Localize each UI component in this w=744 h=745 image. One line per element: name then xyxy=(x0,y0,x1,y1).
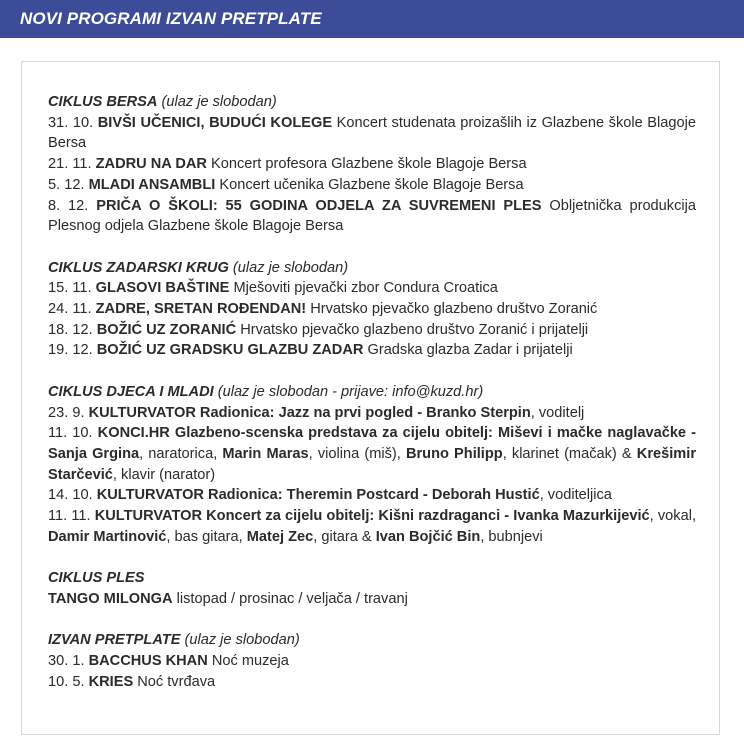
header-bar xyxy=(0,0,744,38)
event-description: Mješoviti pjevački zbor Condura Croatica xyxy=(229,280,498,297)
section-title xyxy=(48,258,696,279)
event-date: 15. 11. xyxy=(48,280,96,297)
section-name: CIKLUS ZADARSKI KRUG xyxy=(48,259,229,276)
section-note: (ulaz je slobodan) xyxy=(180,632,300,649)
program-list xyxy=(48,92,696,713)
event-date: 21. 11. xyxy=(48,156,96,173)
section-note: (ulaz je slobodan - prijave: info@kuzd.hr) xyxy=(213,383,484,400)
event-text: , gitara & xyxy=(313,528,376,545)
event-description: Koncert studenata proizašlih iz Glazbene škole Blagoje Bersa xyxy=(48,114,696,152)
section xyxy=(48,92,696,237)
event-description: listopad / prosinac / veljača / travanj xyxy=(172,590,408,607)
event-text: , klavir (narator) xyxy=(112,466,216,483)
event-date: 19. 12. xyxy=(48,342,97,359)
event-highlight: KULTURVATOR Koncert za cijelu obitelj: Kišni razdraganci - Ivanka Mazurkijević xyxy=(94,508,650,525)
event-description: Noć tvrđava xyxy=(133,673,216,690)
event-description: Hrvatsko pjevačko glazbeno društvo Zoranić i prijatelji xyxy=(236,321,589,338)
section-note: (ulaz je slobodan) xyxy=(228,259,349,276)
section xyxy=(48,258,696,362)
event-description: Gradska glazba Zadar i prijatelji xyxy=(363,342,573,359)
event-text: , klarinet (mačak) & xyxy=(502,445,637,462)
event-title: BOŽIĆ UZ ZORANIĆ xyxy=(96,321,237,338)
event-highlight: KONCI.HR Glazbeno-scenska predstava za cijelu obitelj: Miševi i mačke naglavačke - Sanja Grgina xyxy=(48,425,696,462)
event-item xyxy=(48,423,696,485)
section-title xyxy=(48,92,696,113)
event-text: , bas gitara, xyxy=(166,528,247,545)
event-text: , voditelj xyxy=(530,404,585,421)
event-text: 11. 11. xyxy=(48,508,95,525)
event-description: Obljetnička produkcija Plesnog odjela Glazbene škole Blagoje Bersa xyxy=(48,197,696,235)
event-item xyxy=(48,154,696,175)
event-date: 5. 12. xyxy=(48,176,89,193)
event-item xyxy=(48,589,696,610)
event-highlight: Damir Martinović xyxy=(48,528,167,545)
section-note: (ulaz je slobodan) xyxy=(157,94,277,110)
event-date: 18. 12. xyxy=(48,321,97,338)
event-item xyxy=(48,320,696,341)
section xyxy=(48,382,696,548)
event-item xyxy=(48,506,696,547)
event-item xyxy=(48,113,696,154)
event-title: GLASOVI BAŠTINE xyxy=(95,280,230,297)
event-title: PRIČA O ŠKOLI: 55 GODINA ODJELA ZA SUVREMENI PLES xyxy=(96,197,542,214)
event-title: BOŽIĆ UZ GRADSKU GLAZBU ZADAR xyxy=(96,342,364,359)
event-item xyxy=(48,403,696,424)
event-highlight: KULTURVATOR Radionica: Theremin Postcard - Deborah Hustić xyxy=(96,487,540,504)
event-highlight: KULTURVATOR Radionica: Jazz na prvi pogled - Branko Sterpin xyxy=(88,404,531,421)
event-item xyxy=(48,299,696,320)
event-item xyxy=(48,196,696,237)
section-title xyxy=(48,630,696,651)
event-date: 10. 5. xyxy=(48,673,89,690)
event-title: BIVŠI UČENICI, BUDUĆI KOLEGE xyxy=(97,114,333,131)
event-item xyxy=(48,485,696,506)
event-title: ZADRU NA DAR xyxy=(95,156,207,173)
event-date: 8. 12. xyxy=(48,197,97,214)
event-title: TANGO MILONGA xyxy=(48,590,173,607)
event-highlight: Marin Maras xyxy=(222,445,309,462)
event-item xyxy=(48,651,696,672)
section xyxy=(48,630,696,692)
event-description: Koncert profesora Glazbene škole Blagoje Bersa xyxy=(206,156,527,173)
section xyxy=(48,568,696,609)
event-text: , bubnjevi xyxy=(480,528,543,545)
event-text: 11. 10. xyxy=(48,425,98,442)
event-title: KRIES xyxy=(88,673,134,690)
event-date: 31. 10. xyxy=(48,114,98,131)
event-description: Noć muzeja xyxy=(207,652,289,669)
section-name: CIKLUS PLES xyxy=(48,570,145,587)
event-text: 14. 10. xyxy=(48,487,97,504)
event-highlight: Krešimir Starčević xyxy=(48,445,696,483)
event-description: Koncert učenika Glazbene škole Blagoje Bersa xyxy=(215,176,524,193)
event-highlight: Bruno Philipp xyxy=(405,445,503,462)
page-title: NOVI PROGRAMI IZVAN PRETPLATE xyxy=(20,9,322,28)
event-item xyxy=(48,175,696,196)
event-text: , voditeljica xyxy=(539,487,612,504)
event-text: , violina (miš), xyxy=(308,445,406,462)
section-name: IZVAN PRETPLATE xyxy=(48,632,181,649)
event-title: ZADRE, SRETAN ROĐENDAN! xyxy=(95,301,307,318)
event-item xyxy=(48,278,696,299)
event-title: MLADI ANSAMBLI xyxy=(88,176,216,193)
event-highlight: Matej Zec xyxy=(246,528,314,545)
event-text: 23. 9. xyxy=(48,404,89,421)
program-card xyxy=(21,61,720,735)
event-text: , naratorica, xyxy=(139,445,223,462)
event-text: , vokal, xyxy=(649,508,696,525)
event-highlight: Ivan Bojčić Bin xyxy=(375,528,481,545)
section-title xyxy=(48,568,696,589)
event-title: BACCHUS KHAN xyxy=(88,652,208,669)
event-item xyxy=(48,672,696,693)
section-name: CIKLUS DJECA I MLADI xyxy=(48,383,214,400)
event-date: 30. 1. xyxy=(48,652,89,669)
section-title xyxy=(48,382,696,403)
event-date: 24. 11. xyxy=(48,301,96,318)
section-name: CIKLUS BERSA xyxy=(48,94,158,110)
event-item xyxy=(48,340,696,361)
event-description: Hrvatsko pjevačko glazbeno društvo Zoranić xyxy=(306,301,598,318)
